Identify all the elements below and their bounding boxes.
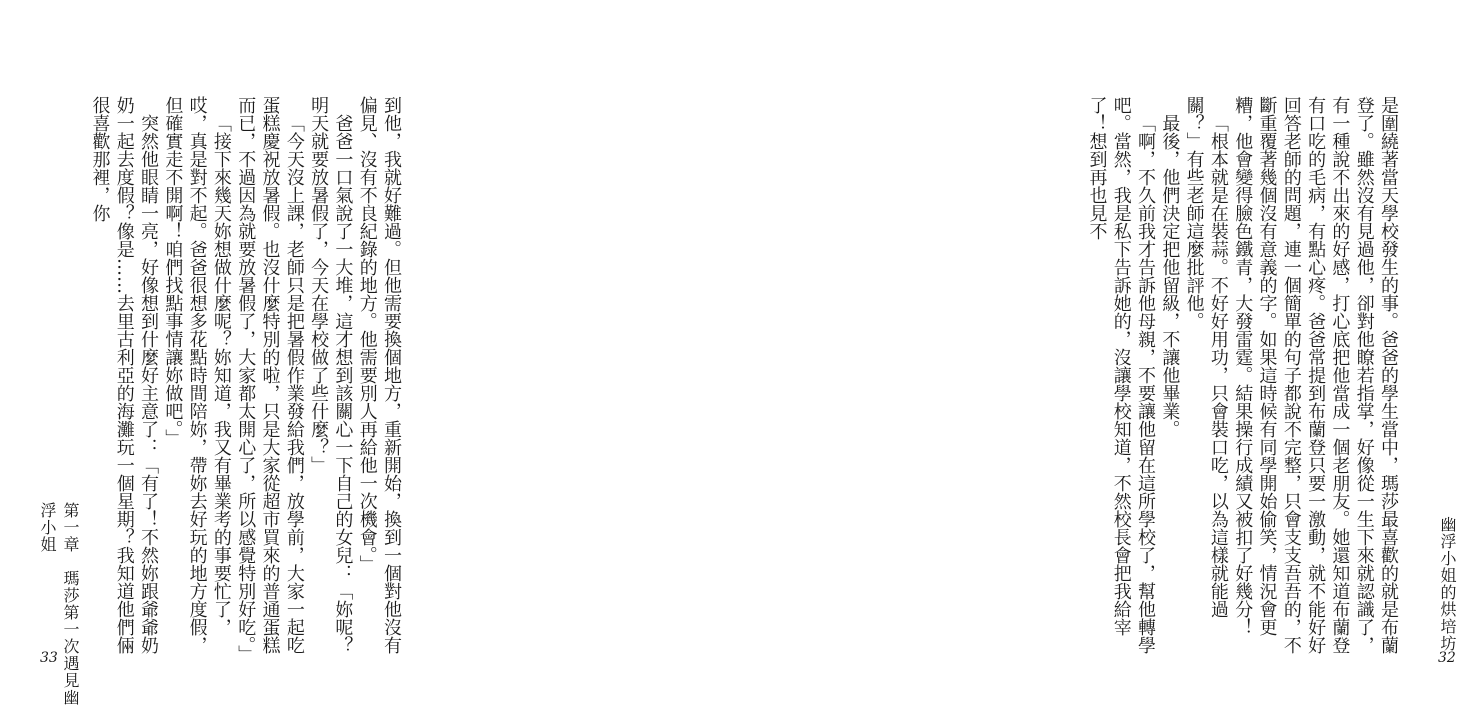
paragraph: 「今天沒上課，老師只是把暑假作業發給我們，放學前，大家一起吃蛋糕慶祝放暑假。也沒什麼特別的啦，只是大家從超市買來的普通蛋糕而已，不過因為就要放暑假了，大家都太開心了，所以感覺特別好吃。」 xyxy=(235,96,305,663)
paragraph: 「啊，不久前我才告訴他母親，不要讓他留在這所學校了，幫他轉學吧。當然，我是私下告訴她的，沒讓學校知道，不然校長會把我給宰了！想到再也見不 xyxy=(1086,96,1157,654)
paragraph: 突然他眼睛一亮，好像想到什麼好主意了：「有了！不然妳跟爺爺奶奶一起去度假？像是……去里古利亞的海灘玩一個星期？我知道他們倆很喜歡那裡，你 xyxy=(89,96,160,654)
page-number: 33 xyxy=(40,650,58,666)
page-number: 32 xyxy=(1438,650,1456,666)
paragraph: 「接下來幾天妳想做什麼呢？妳知道，我又有畢業考的事要忙了，哎，真是對不起。爸爸很想多花點時間陪妳，帶妳去好玩的地方度假，但確實走不開啊！咱們找點事情讓妳做吧。」 xyxy=(162,96,232,654)
paragraph: 是圍繞著當天學校發生的事。爸爸的學生當中，瑪莎最喜歡的就是布蘭登了。雖然沒有見過他，卻對他瞭若指掌，好像從一生下來就認識了，有一種說不出來的好感，打心底把他當成一個老朋友。她還知道布蘭登有口吃的毛病，有點心疼。爸爸常提到布蘭登只要一激動，就不能好好回答老師的問題，連一個簡單的句子都說不完整，只會支支吾吾的，不斷重覆著幾個沒有意義的字。如果這時候有同學開始偷笑，情況會更糟，他會變得臉色鐵青，大發雷霆。結果操行成績又被扣了好幾分！ xyxy=(1232,96,1399,654)
right-page xyxy=(500,0,1457,706)
paragraph: 「根本就是在裝蒜。不好好用功，只會裝口吃，以為這樣就能過關？」有些老師這麼批評他。 xyxy=(1183,96,1229,618)
left-page xyxy=(0,0,500,706)
body-text xyxy=(647,96,1400,656)
running-head: 第一章 瑪莎第一次遇見幽浮小姐 xyxy=(38,502,80,706)
running-head: 幽浮小姐的烘培坊 xyxy=(1438,516,1457,652)
paragraph: 最後，他們決定把他留級，不讓他畢業。 xyxy=(1159,114,1181,438)
paragraph: 到他，我就好難過。但他需要換個地方，重新開始，換到一個對他沒有偏見、沒有不良紀錄的地方。他需要別人再給他一次機會。」 xyxy=(356,96,402,654)
body-text xyxy=(62,96,403,663)
paragraph: 爸爸一口氣說了一大堆，這才想到該關心一下自己的女兒：「妳呢？明天就要放暑假了，今天在學校做了些什麼？」 xyxy=(308,96,354,654)
